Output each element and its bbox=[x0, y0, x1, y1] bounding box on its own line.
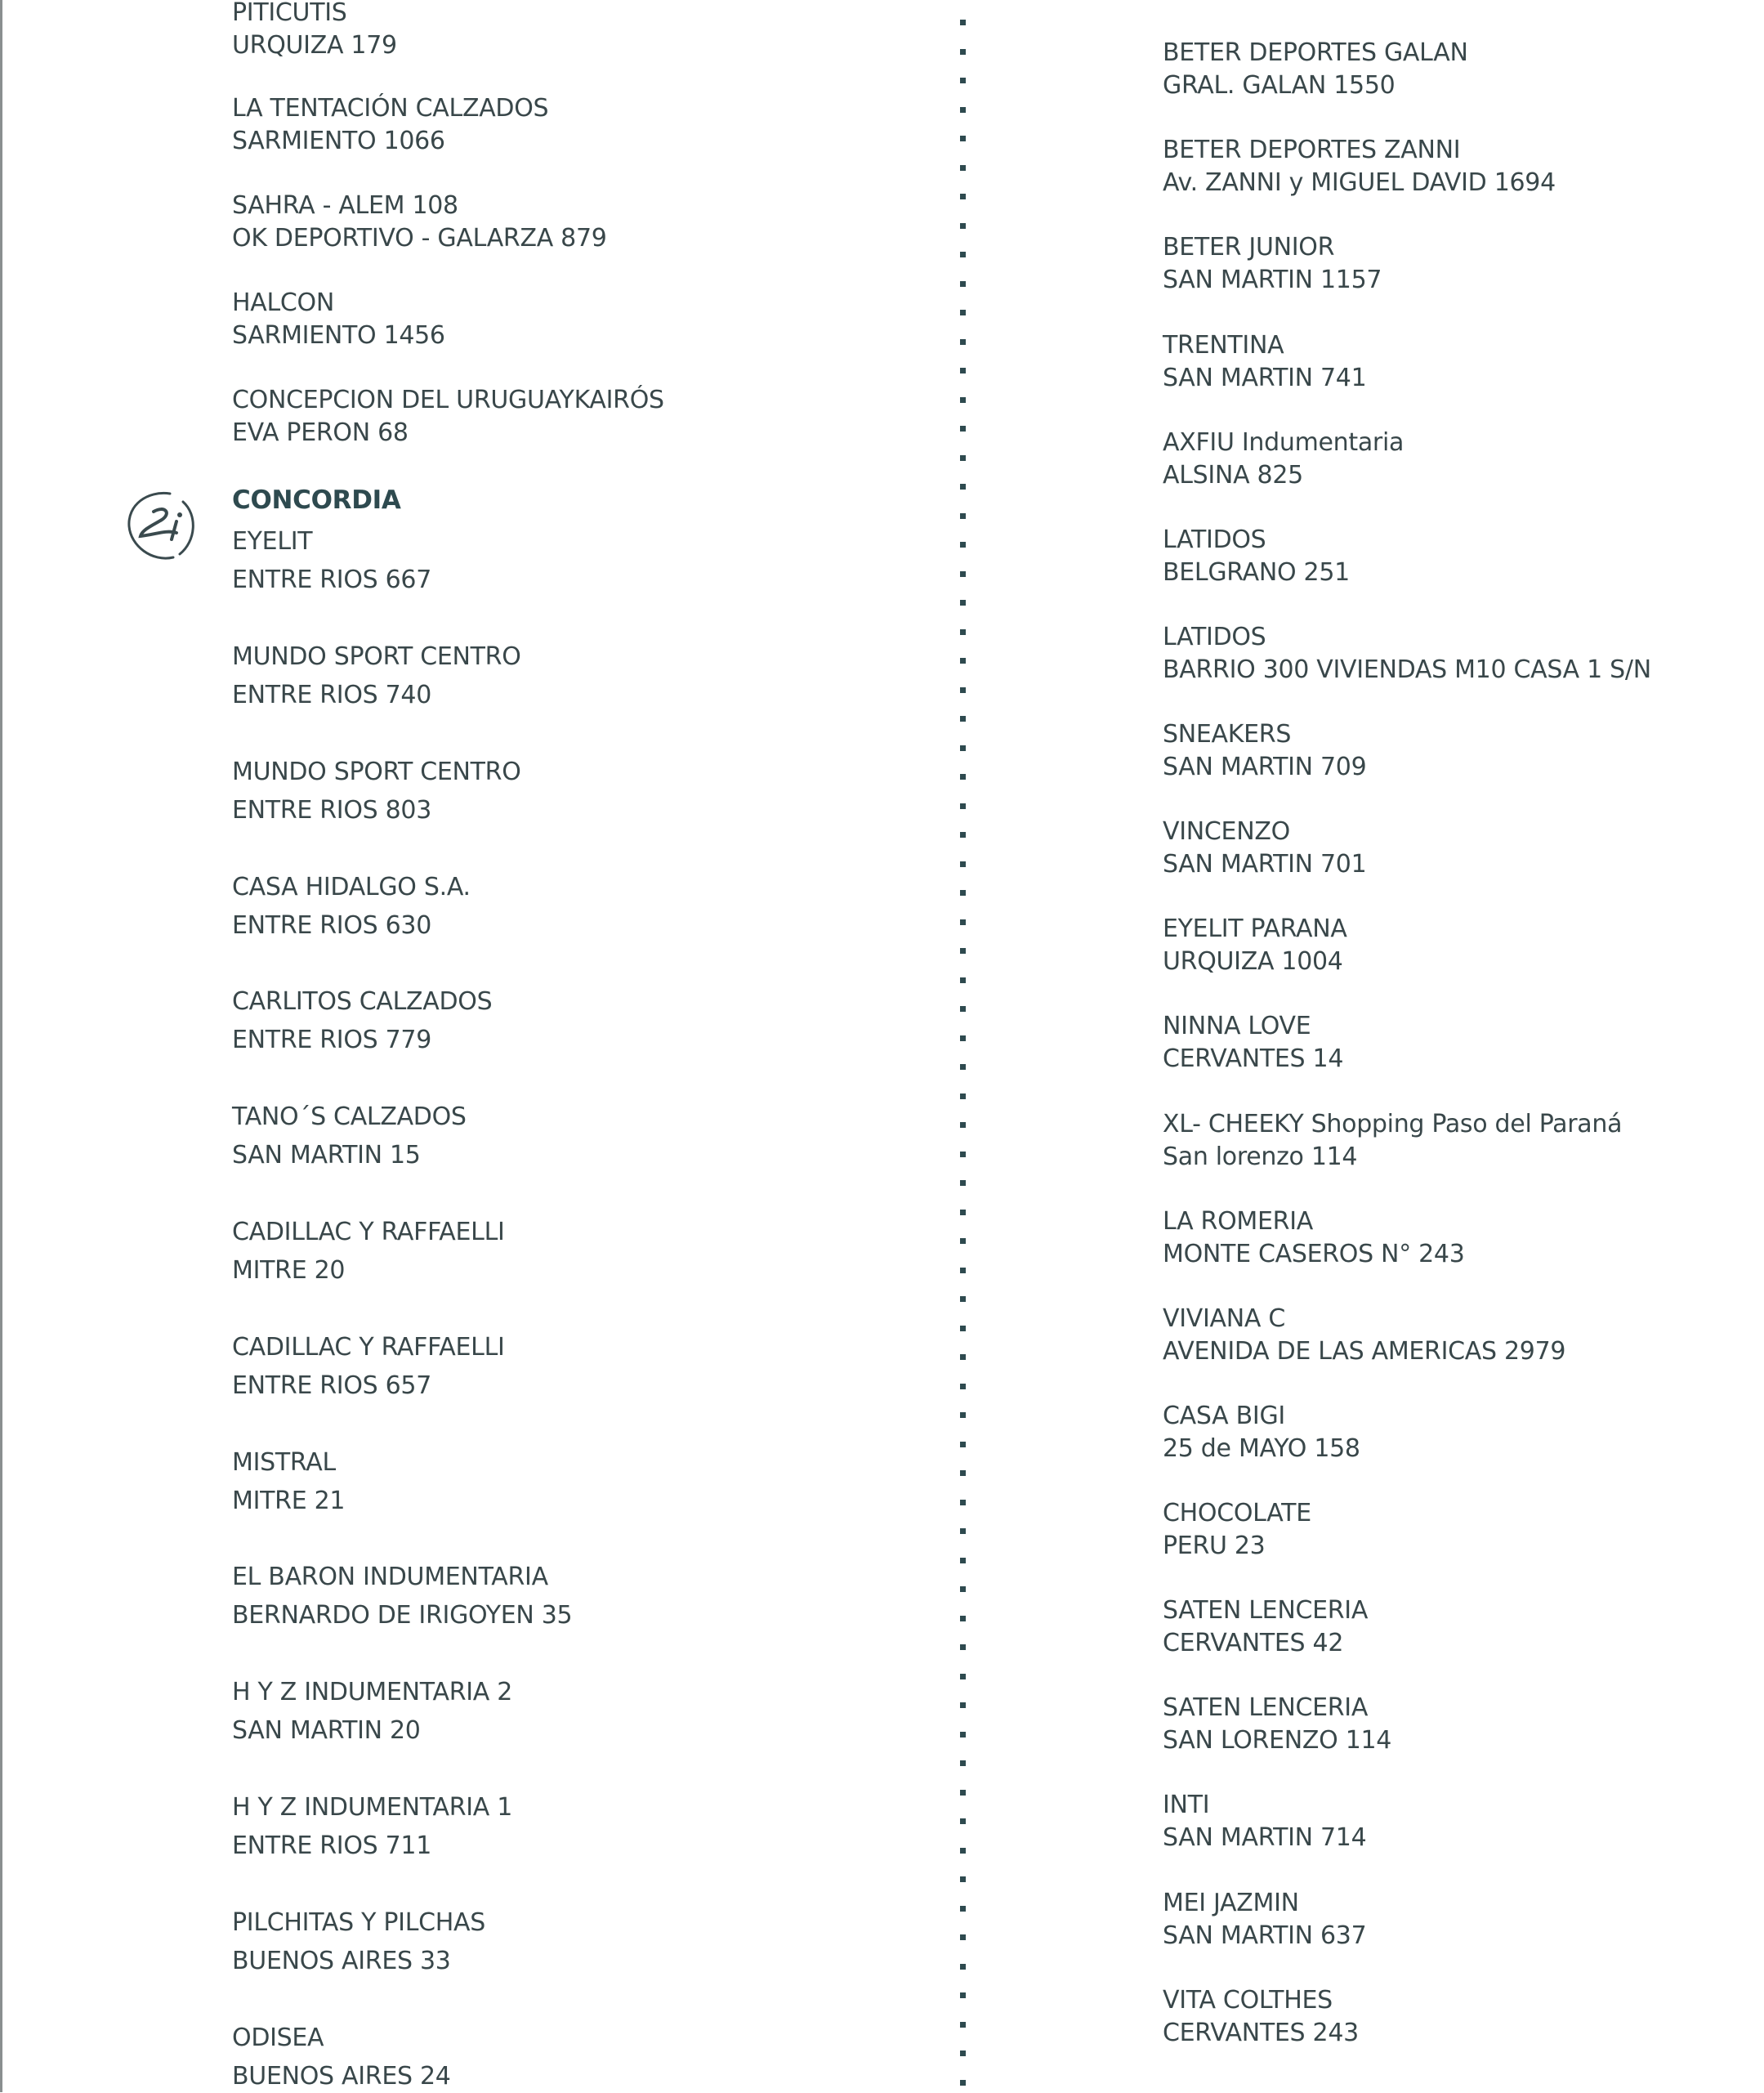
divider-dot bbox=[960, 832, 966, 838]
store-name: SATEN LENCERIA bbox=[1163, 1596, 1369, 1625]
store-address: CERVANTES 42 bbox=[1163, 1629, 1344, 1657]
list-item bbox=[1163, 134, 1556, 199]
divider-dot bbox=[960, 803, 966, 809]
list-item bbox=[1163, 1887, 1366, 1952]
store-name: MUNDO SPORT CENTRO bbox=[232, 758, 521, 786]
divider-dot bbox=[960, 1674, 966, 1679]
store-address: ENTRE RIOS 711 bbox=[232, 1831, 432, 1860]
divider-dot bbox=[960, 281, 966, 287]
divider-dot bbox=[960, 600, 966, 606]
list-item bbox=[1163, 1108, 1622, 1174]
divider-dot bbox=[960, 687, 966, 693]
store-name: CASA BIGI bbox=[1163, 1402, 1285, 1430]
divider-dot bbox=[960, 716, 966, 722]
divider-dot bbox=[960, 1760, 966, 1766]
divider-dot bbox=[960, 861, 966, 867]
store-name: HALCON bbox=[232, 288, 334, 317]
store-address: SARMIENTO 1066 bbox=[232, 127, 445, 155]
list-item bbox=[1163, 427, 1404, 492]
list-item bbox=[1163, 524, 1350, 589]
list-item bbox=[232, 92, 548, 158]
store-name: LATIDOS bbox=[1163, 525, 1266, 554]
divider-dot bbox=[960, 1296, 966, 1302]
store-address: SAN MARTIN 701 bbox=[1163, 850, 1367, 879]
store-name: PITICUTIS bbox=[232, 0, 347, 27]
list-item bbox=[232, 1101, 467, 1172]
divider-dot bbox=[960, 1238, 966, 1244]
divider-dot bbox=[960, 426, 966, 432]
divider-dot bbox=[960, 1964, 966, 1970]
divider-dot bbox=[960, 107, 966, 113]
column-divider bbox=[960, 0, 967, 2092]
list-item bbox=[232, 986, 492, 1057]
list-item bbox=[1163, 1789, 1366, 1854]
store-address: BUENOS AIRES 33 bbox=[232, 1947, 451, 1975]
divider-dot bbox=[960, 1354, 966, 1360]
store-name: ODISEA bbox=[232, 2024, 324, 2052]
list-item bbox=[1163, 1984, 1359, 2050]
divider-dot bbox=[960, 397, 966, 403]
store-address: URQUIZA 1004 bbox=[1163, 947, 1343, 976]
store-address: SAN MARTIN 20 bbox=[232, 1716, 421, 1745]
list-item bbox=[1163, 1205, 1465, 1271]
list-item bbox=[232, 1791, 512, 1863]
list-item bbox=[232, 1561, 572, 1632]
list-item bbox=[232, 0, 397, 62]
store-name: SATEN LENCERIA bbox=[1163, 1693, 1369, 1722]
divider-dot bbox=[960, 136, 966, 141]
store-name: MUNDO SPORT CENTRO bbox=[232, 642, 521, 671]
divider-dot bbox=[960, 1616, 966, 1621]
divider-dot bbox=[960, 78, 966, 83]
list-item bbox=[232, 2022, 451, 2093]
divider-dot bbox=[960, 1644, 966, 1650]
divider-dot bbox=[960, 977, 966, 983]
list-item bbox=[1163, 621, 1651, 686]
store-address: ENTRE RIOS 803 bbox=[232, 796, 432, 825]
store-name: VINCENZO bbox=[1163, 817, 1290, 846]
store-name: CASA HIDALGO S.A. bbox=[232, 873, 471, 901]
store-name: CADILLAC Y RAFFAELLI bbox=[232, 1218, 505, 1246]
divider-dot bbox=[960, 1528, 966, 1534]
list-item bbox=[232, 384, 664, 449]
divider-dot bbox=[960, 2051, 966, 2056]
list-item bbox=[232, 190, 607, 255]
store-name: EL BARON INDUMENTARIA bbox=[232, 1563, 548, 1591]
divider-dot bbox=[960, 1180, 966, 1186]
divider-dot bbox=[960, 1210, 966, 1215]
divider-dot bbox=[960, 455, 966, 461]
divider-dot bbox=[960, 1152, 966, 1157]
list-item bbox=[232, 641, 521, 712]
store-name: XL- CHEEKY Shopping Paso del Paraná bbox=[1163, 1110, 1623, 1138]
divider-dot bbox=[960, 890, 966, 896]
divider-dot bbox=[960, 513, 966, 519]
list-item bbox=[1163, 913, 1347, 978]
divider-dot bbox=[960, 484, 966, 490]
list-item bbox=[232, 1907, 485, 1978]
list-item bbox=[1163, 1010, 1343, 1076]
list-item bbox=[1163, 718, 1366, 784]
divider-dot bbox=[960, 774, 966, 780]
store-address: EVA PERON 68 bbox=[232, 418, 409, 447]
list-item bbox=[232, 1331, 505, 1402]
store-address: ENTRE RIOS 657 bbox=[232, 1371, 432, 1400]
store-address: PERU 23 bbox=[1163, 1532, 1266, 1560]
store-name: BETER DEPORTES GALAN bbox=[1163, 38, 1468, 67]
store-name: LATIDOS bbox=[1163, 623, 1266, 651]
divider-dot bbox=[960, 1442, 966, 1447]
divider-dot bbox=[960, 1934, 966, 1940]
store-address: SAN MARTIN 15 bbox=[232, 1141, 421, 1169]
store-name: CHOCOLATE bbox=[1163, 1499, 1311, 1527]
store-name: LA TENTACIÓN CALZADOS bbox=[232, 94, 549, 123]
store-address: OK DEPORTIVO - GALARZA 879 bbox=[232, 224, 607, 253]
store-address: ENTRE RIOS 630 bbox=[232, 911, 432, 940]
divider-dot bbox=[960, 1818, 966, 1824]
store-address: MITRE 20 bbox=[232, 1256, 346, 1285]
store-name: TRENTINA bbox=[1163, 331, 1284, 360]
list-item bbox=[1163, 329, 1366, 395]
store-address: MITRE 21 bbox=[232, 1487, 346, 1515]
store-address: BUENOS AIRES 24 bbox=[232, 2062, 451, 2091]
list-item bbox=[232, 871, 471, 942]
store-name: MEI JAZMIN bbox=[1163, 1889, 1299, 1917]
list-item bbox=[1163, 816, 1366, 881]
store-name: H Y Z INDUMENTARIA 2 bbox=[232, 1678, 513, 1706]
list-item bbox=[1163, 1594, 1368, 1660]
store-name: CARLITOS CALZADOS bbox=[232, 987, 493, 1016]
divider-dot bbox=[960, 948, 966, 954]
divider-dot bbox=[960, 194, 966, 199]
store-name: EYELIT bbox=[232, 527, 313, 556]
store-address: SAN MARTIN 709 bbox=[1163, 753, 1367, 781]
store-name: CONCEPCION DEL URUGUAYKAIRÓS bbox=[232, 386, 664, 414]
divider-dot bbox=[960, 223, 966, 229]
list-item bbox=[1163, 1497, 1311, 1563]
store-address: GRAL. GALAN 1550 bbox=[1163, 71, 1396, 100]
divider-dot bbox=[960, 1732, 966, 1737]
divider-dot bbox=[960, 310, 966, 315]
store-name: BETER DEPORTES ZANNI bbox=[1163, 136, 1461, 164]
divider-dot bbox=[960, 1384, 966, 1389]
store-address: SAN MARTIN 714 bbox=[1163, 1823, 1367, 1852]
store-address: BARRIO 300 VIVIENDAS M10 CASA 1 S/N bbox=[1163, 655, 1651, 684]
store-address: AVENIDA DE LAS AMERICAS 2979 bbox=[1163, 1337, 1566, 1366]
divider-dot bbox=[960, 1876, 966, 1882]
divider-dot bbox=[960, 1906, 966, 1912]
list-item bbox=[232, 1216, 505, 1287]
divider-dot bbox=[960, 1992, 966, 1998]
divider-dot bbox=[960, 542, 966, 548]
divider-dot bbox=[960, 49, 966, 55]
store-address: BELGRANO 251 bbox=[1163, 558, 1350, 587]
divider-dot bbox=[960, 1790, 966, 1796]
divider-dot bbox=[960, 1122, 966, 1128]
store-name: EYELIT PARANA bbox=[1163, 915, 1347, 943]
page-left-border bbox=[0, 0, 2, 2092]
store-name: VITA COLTHES bbox=[1163, 1986, 1333, 2015]
store-address: San lorenzo 114 bbox=[1163, 1143, 1358, 1171]
store-address: SAN LORENZO 114 bbox=[1163, 1726, 1392, 1755]
store-address: 25 de MAYO 158 bbox=[1163, 1434, 1360, 1463]
list-item bbox=[1163, 1692, 1391, 1757]
list-item bbox=[232, 756, 521, 827]
divider-dot bbox=[960, 339, 966, 345]
store-address: URQUIZA 179 bbox=[232, 31, 397, 60]
store-name: INTI bbox=[1163, 1791, 1210, 1819]
store-address: SAN MARTIN 1157 bbox=[1163, 266, 1382, 294]
store-address: BERNARDO DE IRIGOYEN 35 bbox=[232, 1601, 573, 1630]
store-address: Av. ZANNI y MIGUEL DAVID 1694 bbox=[1163, 168, 1556, 197]
store-address: ENTRE RIOS 779 bbox=[232, 1026, 432, 1054]
divider-dot bbox=[960, 2022, 966, 2028]
divider-dot bbox=[960, 165, 966, 171]
divider-dot bbox=[960, 20, 966, 25]
list-item bbox=[1163, 37, 1468, 102]
divider-dot bbox=[960, 1586, 966, 1592]
divider-dot bbox=[960, 1268, 966, 1273]
divider-dot bbox=[960, 629, 966, 635]
divider-dot bbox=[960, 571, 966, 577]
store-address: ALSINA 825 bbox=[1163, 461, 1303, 490]
store-name: TANO´S CALZADOS bbox=[232, 1102, 467, 1131]
city-heading: CONCORDIA bbox=[232, 485, 401, 515]
store-address: ENTRE RIOS 667 bbox=[232, 566, 432, 594]
store-name: VIVIANA C bbox=[1163, 1304, 1286, 1333]
signature-logo-icon bbox=[123, 487, 204, 566]
divider-dot bbox=[960, 1848, 966, 1854]
store-name: SNEAKERS bbox=[1163, 720, 1292, 749]
store-address: CERVANTES 243 bbox=[1163, 2019, 1359, 2047]
divider-dot bbox=[960, 1500, 966, 1505]
divider-dot bbox=[960, 2080, 966, 2086]
list-item bbox=[1163, 1303, 1565, 1368]
divider-dot bbox=[960, 368, 966, 373]
divider-dot bbox=[960, 745, 966, 751]
store-name: BETER JUNIOR bbox=[1163, 233, 1335, 262]
divider-dot bbox=[960, 1006, 966, 1012]
divider-dot bbox=[960, 658, 966, 664]
list-item bbox=[232, 525, 431, 597]
store-name: AXFIU Indumentaria bbox=[1163, 428, 1405, 457]
divider-dot bbox=[960, 1035, 966, 1041]
divider-dot bbox=[960, 1702, 966, 1708]
divider-dot bbox=[960, 1470, 966, 1476]
divider-dot bbox=[960, 252, 966, 257]
store-name: MISTRAL bbox=[232, 1448, 336, 1477]
list-item bbox=[1163, 231, 1382, 297]
list-item bbox=[232, 287, 445, 352]
list-item bbox=[1163, 1400, 1360, 1465]
store-address: CERVANTES 14 bbox=[1163, 1044, 1344, 1073]
store-address: ENTRE RIOS 740 bbox=[232, 681, 432, 709]
list-item bbox=[232, 1676, 512, 1747]
divider-dot bbox=[960, 1558, 966, 1563]
store-name: SAHRA - ALEM 108 bbox=[232, 191, 458, 220]
list-item bbox=[232, 1447, 345, 1518]
store-address: SAN MARTIN 637 bbox=[1163, 1921, 1367, 1950]
divider-dot bbox=[960, 1093, 966, 1099]
store-name: LA ROMERIA bbox=[1163, 1207, 1313, 1236]
divider-dot bbox=[960, 919, 966, 925]
divider-dot bbox=[960, 1412, 966, 1418]
divider-dot bbox=[960, 1326, 966, 1331]
store-name: PILCHITAS Y PILCHAS bbox=[232, 1908, 485, 1937]
store-address: SAN MARTIN 741 bbox=[1163, 364, 1367, 392]
store-name: NINNA LOVE bbox=[1163, 1012, 1311, 1040]
store-address: MONTE CASEROS N° 243 bbox=[1163, 1240, 1465, 1268]
divider-dot bbox=[960, 1064, 966, 1070]
store-address: SARMIENTO 1456 bbox=[232, 321, 445, 350]
store-name: H Y Z INDUMENTARIA 1 bbox=[232, 1793, 513, 1822]
store-name: CADILLAC Y RAFFAELLI bbox=[232, 1333, 505, 1362]
